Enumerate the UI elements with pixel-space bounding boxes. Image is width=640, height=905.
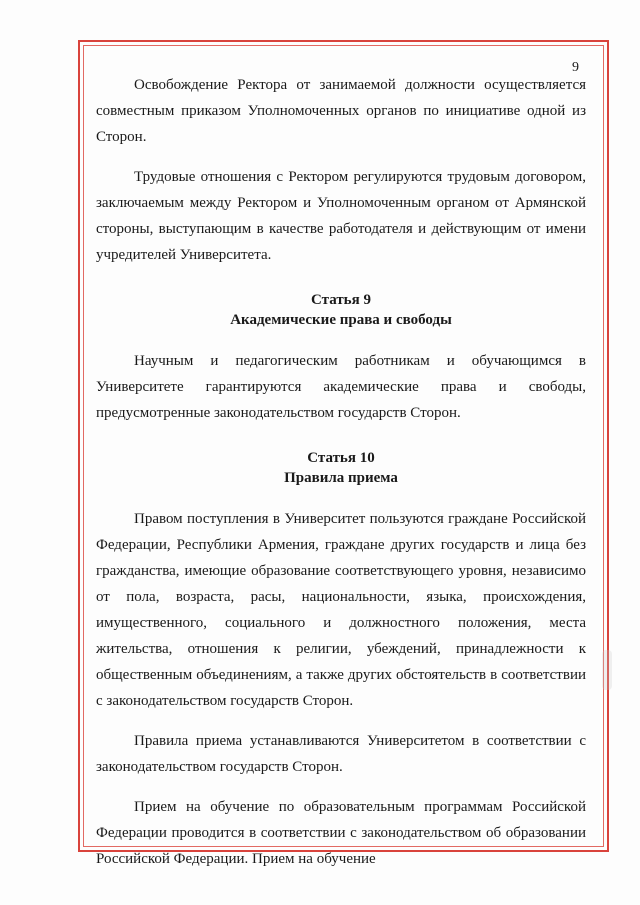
scan-mark [602, 650, 612, 690]
document-body [96, 72, 586, 886]
article-9-heading [96, 290, 586, 330]
paragraph-admission-rules: Правила приема устанавливаются Университетом в соответствии с законодательством государств Сторон. [96, 733, 586, 775]
article-10-number: Статья 10 [307, 450, 375, 466]
paragraph-rector-dismissal: Освобождение Ректора от занимаемой должности осуществляется совместным приказом Уполномоченных органов по инициативе одной из Сторон. [96, 77, 586, 145]
paragraph-rector-labor-relations: Трудовые отношения с Ректором регулируются трудовым договором, заключаемым между Ректором и Уполномоченным органом от Армянской стороны, выступающим в качестве работодателя и действующим от имени учредителей Университета. [96, 169, 586, 263]
article-10-heading [96, 448, 586, 488]
article-9-title: Академические права и свободы [230, 312, 452, 328]
paragraph-academic-rights: Научным и педагогическим работникам и обучающимся в Университете гарантируются академические права и свободы, предусмотренные законодательством государств Сторон. [96, 353, 586, 421]
paragraph-admission-rf-programs: Прием на обучение по образовательным программам Российской Федерации проводится в соответствии с законодательством об образовании Российской Федерации. Прием на обучение [96, 799, 586, 867]
article-9-number: Статья 9 [311, 292, 371, 308]
article-10-title: Правила приема [284, 470, 398, 486]
paragraph-admission-eligibility: Правом поступления в Университет пользуются граждане Российской Федерации, Республики Армения, граждане других государств и лица без гражданства, имеющие образование соответствующего уровня, независимо от пола, возраста, расы, национальности, языка, происхождения, имущественного, социального и должностного положения, места жительства, отношения к религии, убеждений, принадлежности к общественным объединениям, а также других обстоятельств в соответствии с законодательством государств Сторон. [96, 511, 586, 709]
page-number: 9 [572, 60, 579, 75]
